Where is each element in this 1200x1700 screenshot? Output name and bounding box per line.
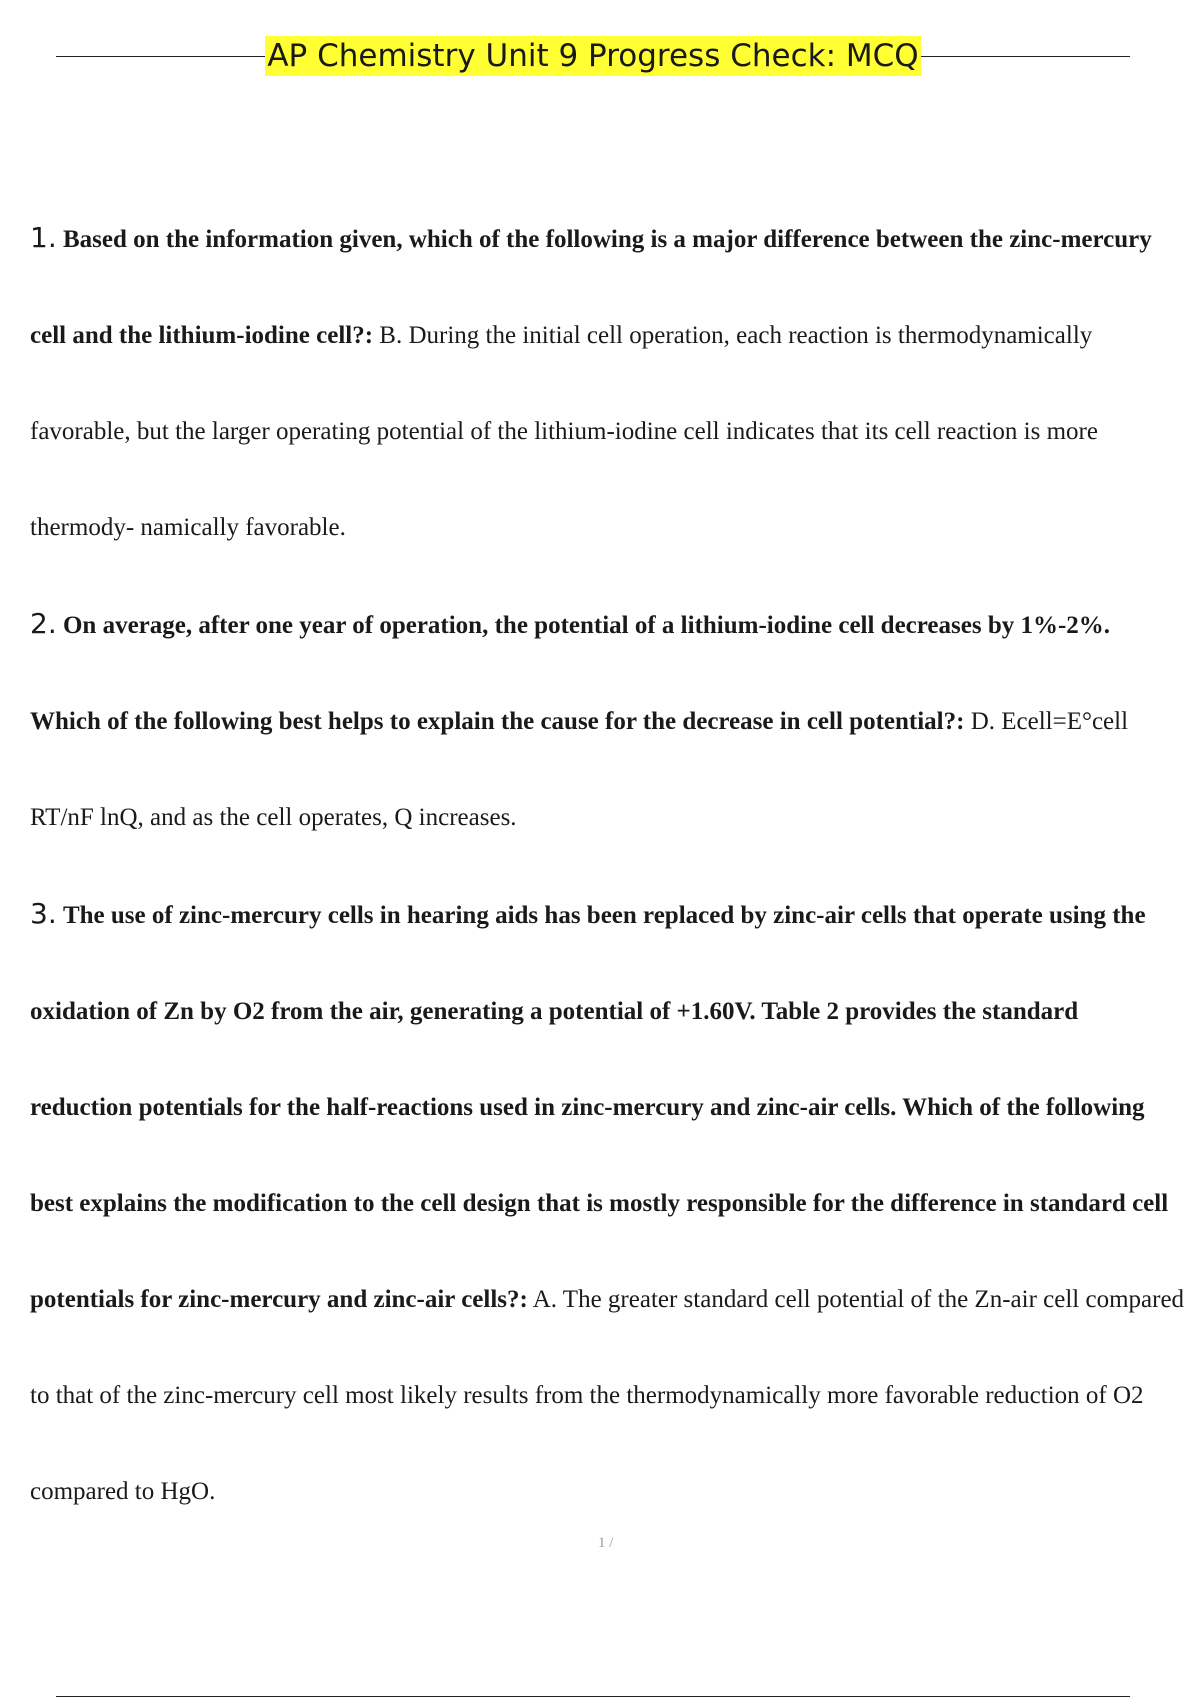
question-2 bbox=[30, 576, 1185, 866]
question-text: On average, after one year of operation, the potential of a lithium-iodine cell decreases by 1%-2%. Which of the following best helps to explain the cause for the decrease in cell potential?: bbox=[30, 612, 1111, 735]
footer-rule bbox=[56, 1696, 1130, 1697]
question-1 bbox=[30, 190, 1185, 576]
question-3 bbox=[30, 866, 1185, 1540]
header-rule-left bbox=[56, 56, 265, 57]
question-answer: A. The greater standard cell potential of the Zn-air cell compared to that of the zinc-mercury cell most likely results from the thermodynamically more favorable reduction of O2 compared to HgO. bbox=[30, 1286, 1185, 1505]
header-rule-right bbox=[921, 56, 1130, 57]
question-number: 3. bbox=[30, 897, 57, 930]
question-list bbox=[30, 190, 1185, 1540]
page-number: 1 / bbox=[598, 1535, 614, 1551]
question-text: Based on the information given, which of the following is a major difference between the zinc-mercury cell and the lithium-iodine cell?: bbox=[30, 226, 1152, 349]
question-number: 2. bbox=[30, 607, 57, 640]
document-header bbox=[56, 28, 1130, 84]
question-answer: B. During the initial cell operation, each reaction is thermodynamically favorable, but the larger operating potential of the lithium-iodine cell indicates that its cell reaction is more thermody- namically favorable. bbox=[30, 322, 1098, 541]
question-answer: D. Ecell=E°cell RT/nF lnQ, and as the cell operates, Q increases. bbox=[30, 708, 1129, 831]
question-number: 1. bbox=[30, 221, 57, 254]
document-title: AP Chemistry Unit 9 Progress Check: MCQ bbox=[267, 38, 919, 74]
question-text: The use of zinc-mercury cells in hearing aids has been replaced by zinc-air cells that operate using the oxidation of Zn by O2 from the air, generating a potential of +1.60V. Table 2 provides the standard reduction potentials for the half-reactions used in zinc-mercury and zinc-air cells. Which of the following best explains the modification to the cell design that is mostly responsible for the difference in standard cell potentials for zinc-mercury and zinc-air cells?: bbox=[30, 902, 1169, 1313]
